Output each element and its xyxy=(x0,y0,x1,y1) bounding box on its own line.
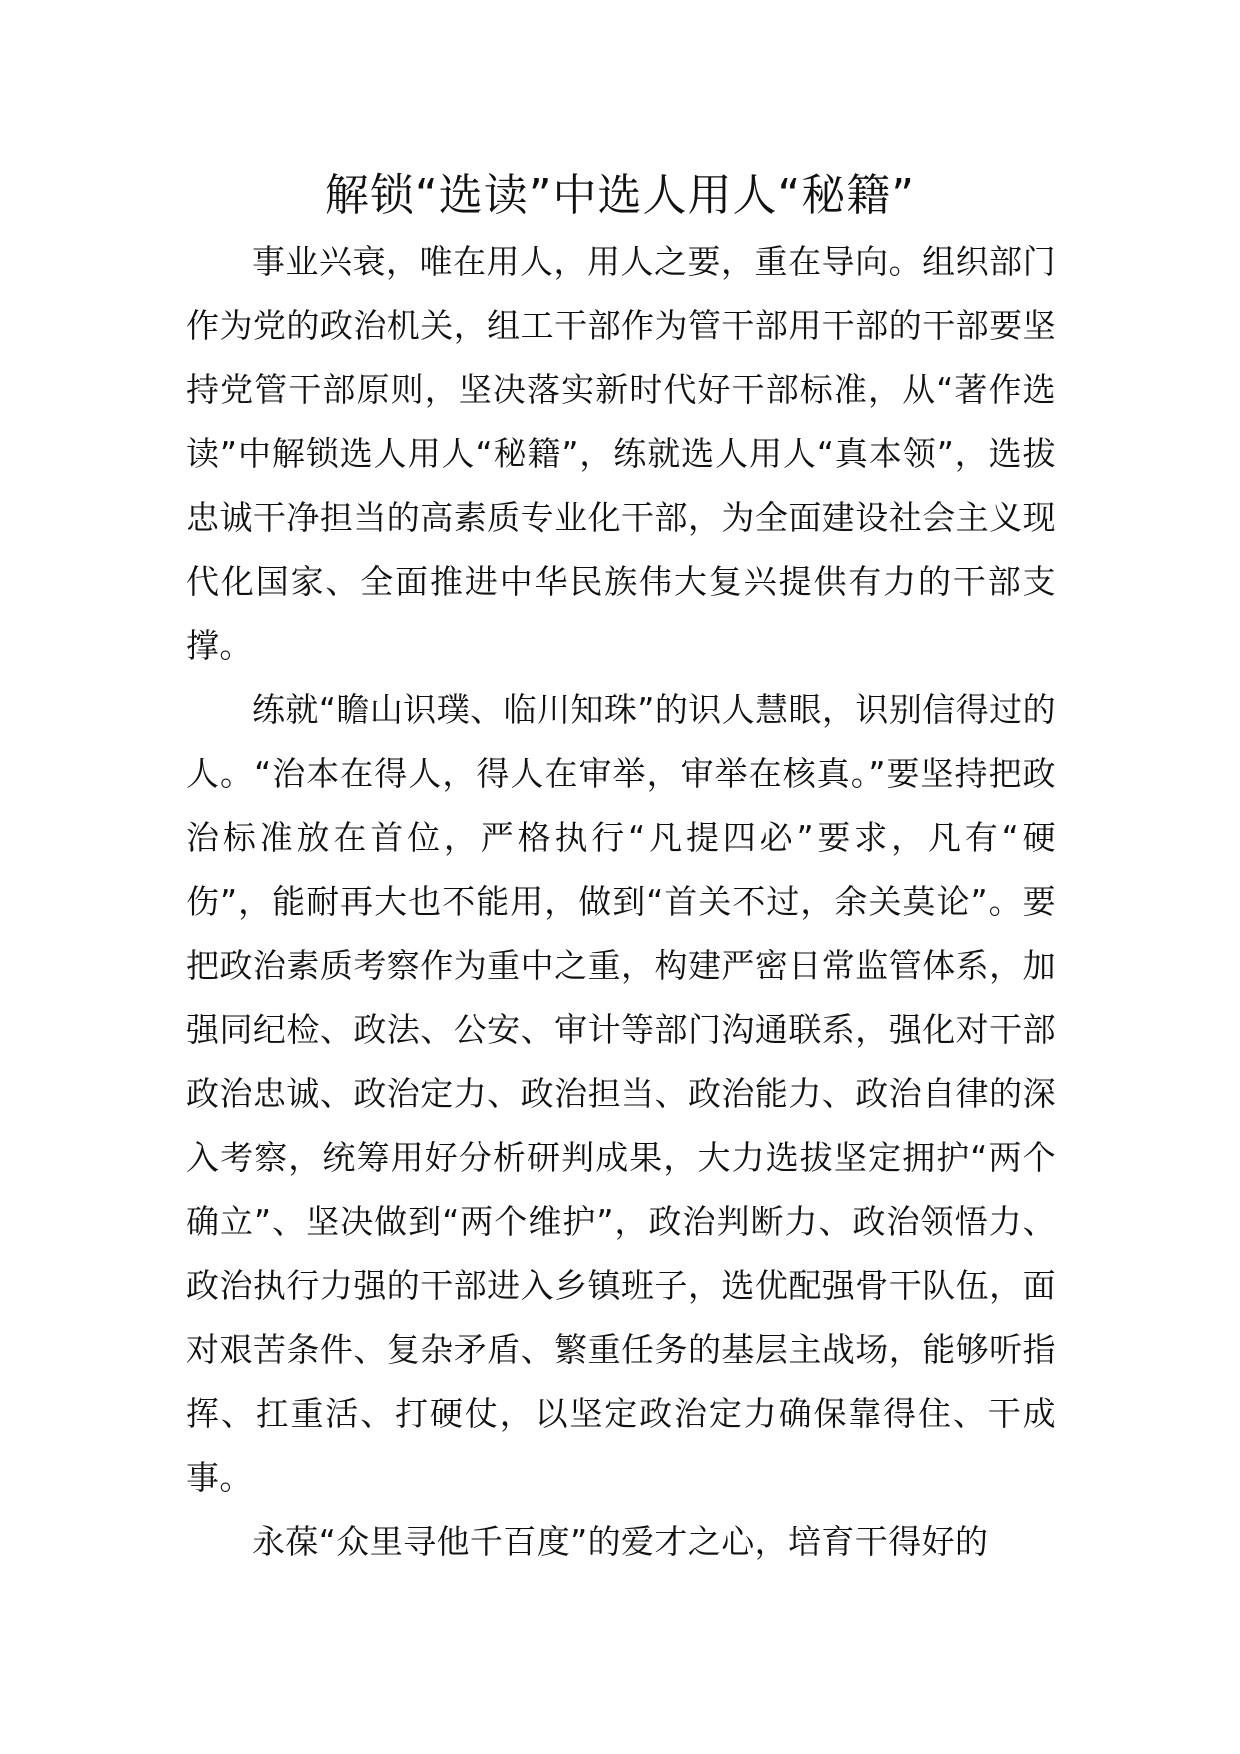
document-body xyxy=(186,230,1056,1574)
document-title: 解锁“选读”中选人用人“秘籍” xyxy=(324,170,916,221)
paragraph-3: 永葆“众里寻他千百度”的爱才之心，培育干得好的 xyxy=(252,1522,989,1561)
paragraph-2: 练就“瞻山识璞、临川知珠”的识人慧眼，识别信得过的人。“治本在得人，得人在审举，审举在核真。”要坚持把政治标准放在首位，严格执行“凡提四必”要求，凡有“硬伤”，能耐再大也不能用，做到“首关不过，余关莫论”。要把政治素质考察作为重中之重，构建严密日常监管体系，加强同纪检、政法、公安、审计等部门沟通联系，强化对干部政治忠诚、政治定力、政治担当、政治能力、政治自律的深入考察，统筹用好分析研判成果，大力选拔坚定拥护“两个确立”、坚决做到“两个维护”，政治判断力、政治领悟力、政治执行力强的干部进入乡镇班子，选优配强骨干队伍，面对艰苦条件、复杂矛盾、繁重任务的基层主战场，能够听指挥、扛重活、打硬仗，以坚定政治定力确保靠得住、干成事。 xyxy=(186,690,1056,1497)
paragraph-1: 事业兴衰，唯在用人，用人之要，重在导向。组织部门作为党的政治机关，组工干部作为管干部用干部的干部要坚持党管干部原则，坚决落实新时代好干部标准，从“著作选读”中解锁选人用人“秘籍”，练就选人用人“真本领”，选拔忠诚干净担当的高素质专业化干部，为全面建设社会主义现代化国家、全面推进中华民族伟大复兴提供有力的干部支撑。 xyxy=(186,242,1056,665)
